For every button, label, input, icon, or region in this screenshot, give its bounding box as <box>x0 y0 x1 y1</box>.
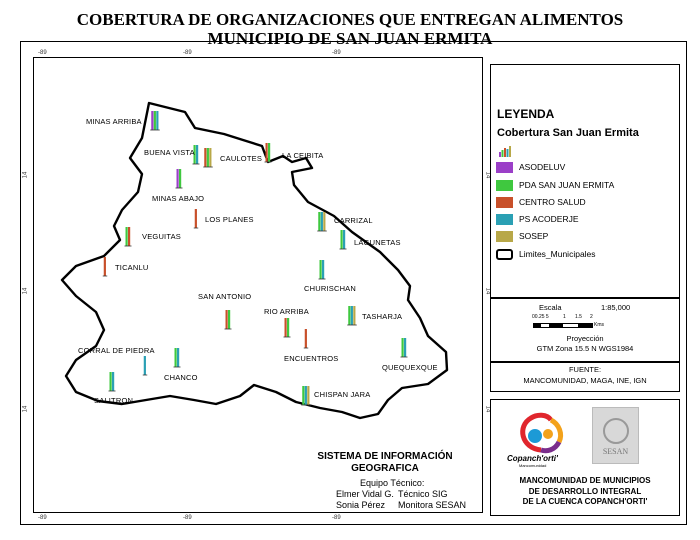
coord-right-3: 14 <box>484 405 491 413</box>
legend-panel <box>490 64 680 298</box>
credits-heading-line-1: SISTEMA DE INFORMACIÓN <box>317 451 453 462</box>
legend-label: PS ACODERJE <box>519 214 579 224</box>
copanchorti-logo-text: Copanch'orti' <box>507 454 558 463</box>
organization-symbol <box>265 143 272 162</box>
place-label-buena-vista: BUENA VISTA <box>144 148 195 157</box>
place-label-la-ceibita: LA CEIBITA <box>282 151 324 160</box>
organization-bar <box>154 111 156 130</box>
legend-item-asodeluv <box>496 161 565 173</box>
legend-symbol-icon <box>498 145 512 157</box>
place-label-salitron: SALITRON <box>94 396 134 405</box>
coord-bottom-2: -89 <box>183 515 192 521</box>
team-member-1-role: Técnico SIG <box>398 489 448 499</box>
place-label-chanco: CHANCO <box>164 373 198 382</box>
organization-name-line-1: MANCOMUNIDAD DE MUNICIPIOS <box>519 476 651 485</box>
organization-bar <box>177 348 179 367</box>
organization-symbol <box>317 212 327 231</box>
legend-item-pda <box>496 179 614 191</box>
organization-bar <box>351 306 353 325</box>
place-label-chispan-jara: CHISPAN JARA <box>314 390 371 399</box>
legend-subtitle: Cobertura San Juan Ermita <box>497 127 639 139</box>
organization-bar <box>175 348 177 367</box>
coord-bottom-1: -89 <box>38 515 47 521</box>
organization-bar <box>348 306 350 325</box>
organization-bar <box>268 143 270 162</box>
organization-bar <box>343 230 345 249</box>
place-label-minas-arriba: MINAS ARRIBA <box>86 117 142 126</box>
organization-bar <box>305 329 307 348</box>
organization-name-line-2: DE DESARROLLO INTEGRAL <box>528 486 642 496</box>
source-value: MANCOMUNIDAD, MAGA, INE, IGN <box>523 376 647 385</box>
source-panel <box>490 362 680 392</box>
organization-bar <box>207 148 209 167</box>
organization-bar <box>318 212 320 231</box>
organization-symbol <box>203 148 213 167</box>
organization-bar <box>404 338 406 357</box>
credits-heading <box>300 451 470 475</box>
organization-bar <box>104 257 106 276</box>
organization-bar <box>144 356 146 375</box>
legend-label: Limites_Municipales <box>519 249 596 259</box>
scale-tick-2: 1.5 <box>575 314 582 320</box>
legend-swatch <box>496 180 513 191</box>
logo-panel <box>490 399 680 516</box>
legend-label: ASODELUV <box>519 162 566 172</box>
map-title-line-1: COBERTURA DE ORGANIZACIONES QUE ENTREGAN ALIMENTOS <box>76 10 624 29</box>
copanchorti-logo-subtext: Mancomunidad <box>519 463 547 468</box>
coord-left-2: 14 <box>22 287 29 295</box>
organization-bar <box>302 386 304 405</box>
place-label-veguitas: VEGUITAS <box>142 232 181 241</box>
scale-ratio: 1:85,000 <box>601 303 631 312</box>
coord-right-1: 14 <box>484 171 491 179</box>
legend-item-sosep <box>496 230 548 242</box>
legend-item-ps-acoderje <box>496 213 579 225</box>
legend-title: LEYENDA <box>497 107 555 121</box>
coord-left-1: 14 <box>22 171 29 179</box>
legend-label: PDA SAN JUAN ERMITA <box>519 180 615 190</box>
team-member-1-name: Elmer Vidal G. <box>336 489 394 499</box>
scale-tick-3: 2 <box>590 314 593 320</box>
organization-bar <box>307 386 309 405</box>
coord-top-2: -89 <box>183 50 192 56</box>
organization-bar <box>402 338 404 357</box>
legend-label: CENTRO SALUD <box>519 197 586 207</box>
organization-bar <box>196 145 198 164</box>
legend-label: SOSEP <box>519 231 549 241</box>
organization-bar <box>156 111 158 130</box>
scale-tick-1: 1 <box>563 314 566 320</box>
coord-top-3: -89 <box>332 50 341 56</box>
scale-bar <box>533 323 593 328</box>
source-label: FUENTE: <box>568 365 602 374</box>
team-member-2-role: Monitora SESAN <box>398 500 467 510</box>
place-label-carrizal: CARRIZAL <box>334 216 373 225</box>
scale-panel <box>490 298 680 362</box>
place-label-tasharja: TASHARJA <box>362 312 403 321</box>
sesan-emblem-icon <box>603 418 629 444</box>
organization-bar <box>287 318 289 337</box>
scale-tick-0: 00.25 5 <box>532 314 549 320</box>
organization-bar <box>228 310 230 329</box>
legend-item-centro-salud <box>496 196 586 208</box>
organization-bar <box>177 169 179 188</box>
credits-heading-line-2: GEOGRAFICA <box>351 463 419 474</box>
place-label-los-planes: LOS PLANES <box>205 215 254 224</box>
place-label-minas-abajo: MINAS ABAJO <box>152 194 205 203</box>
organization-bar <box>305 386 307 405</box>
place-label-churischan: CHURISCHAN <box>304 284 357 293</box>
organization-bar <box>226 310 228 329</box>
place-label-encuentros: ENCUENTROS <box>284 354 339 363</box>
scale-unit: Kms <box>594 322 604 328</box>
organization-bar <box>323 212 325 231</box>
sesan-logo-text: SESAN <box>602 447 629 456</box>
organization-bar <box>179 169 181 188</box>
organization-name-line-3: DE LA CUENCA COPANCH'ORTI' <box>522 497 648 506</box>
place-label-corral-de-piedra: CORRAL DE PIEDRA <box>78 346 155 355</box>
coord-top-1: -89 <box>38 50 47 56</box>
organization-symbol <box>150 111 160 130</box>
team-member-2-name: Sonia Pérez <box>336 500 386 510</box>
place-label-lagunetas: LAGUNETAS <box>354 238 401 247</box>
legend-swatch <box>496 197 513 208</box>
map-title-line-2: MUNICIPIO DE SAN JUAN ERMITA <box>207 29 493 48</box>
organization-symbol <box>301 386 311 405</box>
scale-label: Escala <box>539 303 562 312</box>
coord-bottom-3: -89 <box>332 515 341 521</box>
place-label-rio-arriba: RIO ARRIBA <box>264 307 309 316</box>
sesan-logo <box>592 407 639 464</box>
place-label-caulotes: CAULOTES <box>220 154 263 163</box>
legend-swatch <box>496 249 513 260</box>
place-label-san-antonio: SAN ANTONIO <box>198 292 252 301</box>
organization-name <box>491 476 679 508</box>
copanchorti-logo-icon <box>513 412 569 458</box>
legend-swatch <box>496 231 513 242</box>
organization-bar <box>321 212 323 231</box>
organization-bar <box>353 306 355 325</box>
projection-value: GTM Zona 15.5 N WGS1984 <box>536 344 634 353</box>
organization-bar <box>112 372 114 391</box>
coord-left-3: 14 <box>22 405 29 413</box>
legend-swatch <box>496 162 513 173</box>
legend-swatch <box>496 214 513 225</box>
organization-bar <box>341 230 343 249</box>
projection-label: Proyección <box>566 334 604 343</box>
legend-item-boundary <box>496 248 596 260</box>
organization-bar <box>322 260 324 279</box>
coord-right-2: 14 <box>484 287 491 295</box>
organization-bar <box>320 260 322 279</box>
organization-bar <box>204 148 206 167</box>
organization-symbol <box>347 306 357 325</box>
organization-bar <box>285 318 287 337</box>
organization-bar <box>195 209 197 228</box>
organization-bar <box>126 227 128 246</box>
organization-bar <box>128 227 130 246</box>
team-label: Equipo Técnico: <box>360 478 425 488</box>
place-label-quequexque: QUEQUEXQUE <box>382 363 438 372</box>
place-label-ticanlu: TICANLU <box>115 263 149 272</box>
organization-bar <box>266 143 268 162</box>
organization-bar <box>209 148 211 167</box>
organization-bar <box>110 372 112 391</box>
organization-bar <box>151 111 153 130</box>
